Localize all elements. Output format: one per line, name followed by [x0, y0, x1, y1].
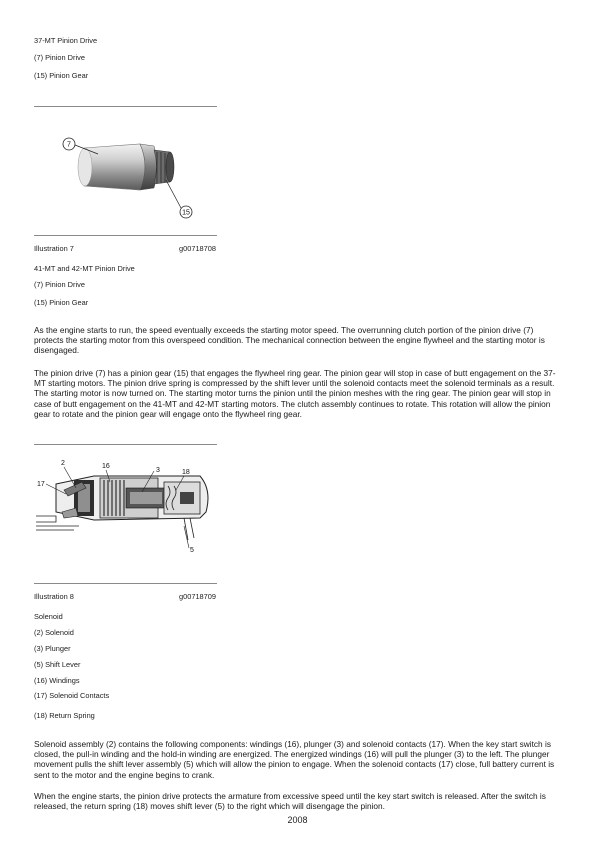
caption-windings: (16) Windings	[34, 676, 80, 685]
caption-ill7-pinion-drive: (7) Pinion Drive	[34, 280, 85, 289]
paragraph-pinion-gear: The pinion drive (7) has a pinion gear (15) that engages the flywheel ring gear. The pinion gear will stop in case of butt engagement on the 37-MT starting motors. The pinion drive spring is compressed by the shift lever until the solenoid contacts meet the solenoid terminals as a result. The starting motor is now turned on. The starting motor turns the pinion until the pinion meshes with the ring gear. The pinion gear will stop in case of butt engagement on the 41-MT and 42-MT starting motors. The clutch assembly continues to rotate. This rotation will allow the pinion gear to rotate and the pinion gear will engage onto the flywheel ring gear.	[34, 368, 556, 419]
caption-shift-lever: (5) Shift Lever	[34, 660, 81, 669]
paragraph-overspeed: As the engine starts to run, the speed eventually exceeds the starting motor speed. The overrunning clutch portion of the pinion drive (7) protects the starting motor from this overspeed condition. The mechanical connection between the engine flywheel and the starting motor is disengaged.	[34, 325, 545, 356]
callout-2-label: 2	[61, 460, 65, 467]
caption-ill7-pinion-gear: (15) Pinion Gear	[34, 298, 89, 307]
caption-solenoid: (2) Solenoid	[34, 628, 74, 637]
divider-top	[34, 106, 217, 107]
caption-pinion-drive: (7) Pinion Drive	[34, 53, 85, 62]
illustration-7-label: Illustration 7	[34, 244, 74, 253]
page-number: 2008	[287, 815, 308, 825]
divider-ill8-top	[34, 444, 217, 445]
caption-solenoid-contacts: (17) Solenoid Contacts	[34, 691, 110, 700]
caption-41mt-title: 41-MT and 42-MT Pinion Drive	[34, 264, 135, 273]
illustration-7-code: g00718708	[179, 244, 216, 253]
callout-18-label: 18	[182, 469, 190, 476]
callout-17-label: 17	[37, 481, 45, 488]
divider-ill8	[34, 583, 217, 584]
solenoid-illustration	[34, 456, 217, 574]
caption-return-spring: (18) Return Spring	[34, 711, 95, 720]
callout-16-label: 16	[102, 463, 110, 470]
callout-3-label: 3	[156, 467, 160, 474]
callout-15-label: 15	[182, 209, 190, 217]
caption-37mt-title: 37-MT Pinion Drive	[34, 36, 98, 45]
caption-plunger: (3) Plunger	[34, 644, 71, 653]
callout-5-label: 5	[190, 547, 194, 554]
callout-7-label: 7	[67, 141, 71, 149]
paragraph-solenoid-assembly: Solenoid assembly (2) contains the following components: windings (16), plunger (3) and solenoid contacts (17). When the key start switch is closed, the pull-in winding and the hold-in winding are energized. The energized windings (16) will pull the plunger (3) to the left. The plunger movement pulls the shift lever assembly (5) which will allow the pinion to engage. When the solenoid contacts (17) close, full battery current is sent to the motor and the engine begins to crank.	[34, 739, 555, 780]
caption-solenoid-title: Solenoid	[34, 612, 63, 621]
divider-ill7	[34, 235, 217, 236]
illustration-8-label: Illustration 8	[34, 592, 74, 601]
illustration-8-code: g00718709	[179, 592, 216, 601]
pinion-drive-illustration	[58, 128, 198, 224]
paragraph-engine-starts: When the engine starts, the pinion drive protects the armature from excessive speed until the key start switch is released. After the switch is released, the return spring (18) moves shift lever (5) to the right which will disengage the pinion.	[34, 791, 546, 812]
caption-pinion-gear: (15) Pinion Gear	[34, 71, 89, 80]
